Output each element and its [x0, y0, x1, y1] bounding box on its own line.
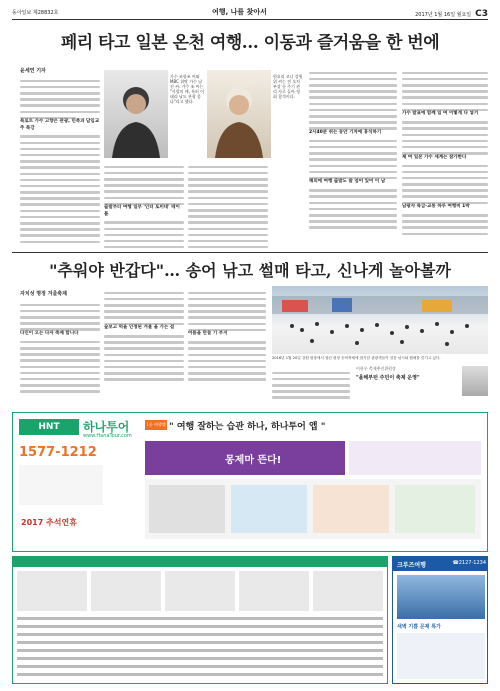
hanatour-ad-top[interactable]	[12, 412, 488, 552]
event-banner[interactable]	[145, 441, 345, 475]
hanatour-slogan: " 여행 잘하는 습관 하나, 하나투어 앱 "	[169, 422, 326, 432]
article1-col3	[188, 162, 268, 248]
cruise-header	[393, 557, 488, 571]
page-number: C3	[475, 9, 488, 19]
region-tabs[interactable]	[13, 557, 388, 567]
subhead-6: 제 여 일본 가수 세계는 참가한다	[402, 154, 467, 160]
interview-title: "올해부턴 주민이 축제 운영"	[356, 375, 420, 381]
event-side-panel	[349, 441, 481, 475]
article1-headline: 페리 타고 일본 온천 여행… 이동과 즐거움을 한 번에	[60, 33, 440, 53]
singer-photo-2	[207, 70, 271, 158]
article2-col2	[104, 288, 184, 400]
interview-box	[356, 366, 488, 400]
hanatour-ad-bottom[interactable]	[12, 556, 388, 684]
person-silhouette-icon	[104, 70, 168, 158]
person-silhouette-icon	[207, 70, 271, 158]
article2-headline: "추워야 반갑다"… 송어 낚고 썰매 타고, 신나게 놀아볼까	[49, 261, 451, 280]
subhead-9: 숲보고 먹을 인정된 겨울 올 가는 걸	[104, 325, 175, 331]
festival-photo-caption: 2016년 1월 20일 강원 평창에서 열린 평창 송어축제에 참가한 관광객들이 얼음 낚시와 썰매를 즐기고 있다.	[272, 356, 441, 360]
hanatour-info-box	[19, 465, 103, 505]
date-and-page: 2017년 1월 16일 월요일 C3	[415, 9, 488, 19]
hanatour-url[interactable]: www.HanaTour.com	[83, 433, 132, 439]
cruise-ship-photo	[397, 575, 485, 619]
section-divider	[12, 252, 488, 253]
article1-col5	[402, 68, 488, 248]
singer-photo-1	[104, 70, 168, 158]
photo-caption-2: 원요리 코너 강원 위 씨는 전 오치 부장 등 주기 관리 자로 돌아 정회 참석이다.	[273, 74, 303, 99]
article1-col1	[20, 76, 100, 246]
page-header	[12, 6, 488, 20]
cruise-details	[397, 633, 485, 679]
season-label: 2017 추석연휴	[21, 518, 77, 527]
cruise-phone[interactable]: ☎2127-1234	[452, 560, 486, 566]
subhead-3: 2시40분 쉬는 동안 기차에 휴식하기	[309, 129, 382, 135]
subhead-1: 특로트 가수 고향은 관광, 민족과 담임교주 특강	[20, 119, 100, 131]
event-title: 몽제마 뜬다!	[225, 455, 282, 466]
deal-tiles	[145, 479, 481, 539]
article1-col4	[309, 68, 397, 248]
article2-col3	[188, 288, 266, 400]
subhead-7: 남광자 특급·교통 하루 여행비 1박	[402, 204, 470, 210]
subhead-10: 어름을 만들 기 부지	[188, 331, 228, 337]
cruise-ad[interactable]	[392, 556, 488, 684]
subhead-5: 가수 발표에 함께 일 여 이렇게 다 넣거	[402, 111, 479, 117]
interview-name: 이한우 축제추진위원장	[356, 366, 396, 371]
hanatour-phone[interactable]: 1577-1212	[19, 445, 97, 460]
subhead-8: 다인이 오는 다자 축제 합니다	[20, 330, 79, 336]
festival-photo	[272, 286, 488, 354]
hanatour-logo: HNT	[19, 419, 79, 435]
product-listings	[13, 567, 388, 684]
article2-byline: 자치성 명정 겨울축제	[20, 291, 67, 297]
article2-col1	[20, 300, 100, 400]
crowd-illustration	[272, 286, 488, 354]
photo-caption-1: 가수 조항조 씨와 MBC 위탁 가수 남진 씨. 가수 조 씨는 "사랑의 배, 특히 이태리 남도 관광 좋다"라고 했다.	[170, 74, 204, 104]
cruise-promo-title: 새벽 기쁨 문제 특가	[397, 624, 441, 630]
subhead-4: 해외에 여행 출발도 즐 엄어 있어 이 남	[309, 179, 386, 185]
cruise-label: 크루즈여행	[397, 562, 426, 569]
article2-col4	[272, 368, 350, 400]
article1-byline: 윤세연 기자	[20, 68, 46, 74]
article1-col2	[104, 162, 184, 248]
interviewee-photo	[462, 366, 488, 396]
deals-grid[interactable]	[145, 479, 481, 539]
paper-issue: 동아일보 제28832호	[12, 10, 59, 16]
hanatour-brand: 하나투어	[83, 420, 130, 434]
subhead-2: 출발부터 여행 일부 '인터 토미대' 테이블	[104, 205, 180, 217]
section-title: 여행, 나를 찾아서	[212, 8, 267, 16]
app-badge: 1등 여행앱 가입	[146, 422, 166, 437]
